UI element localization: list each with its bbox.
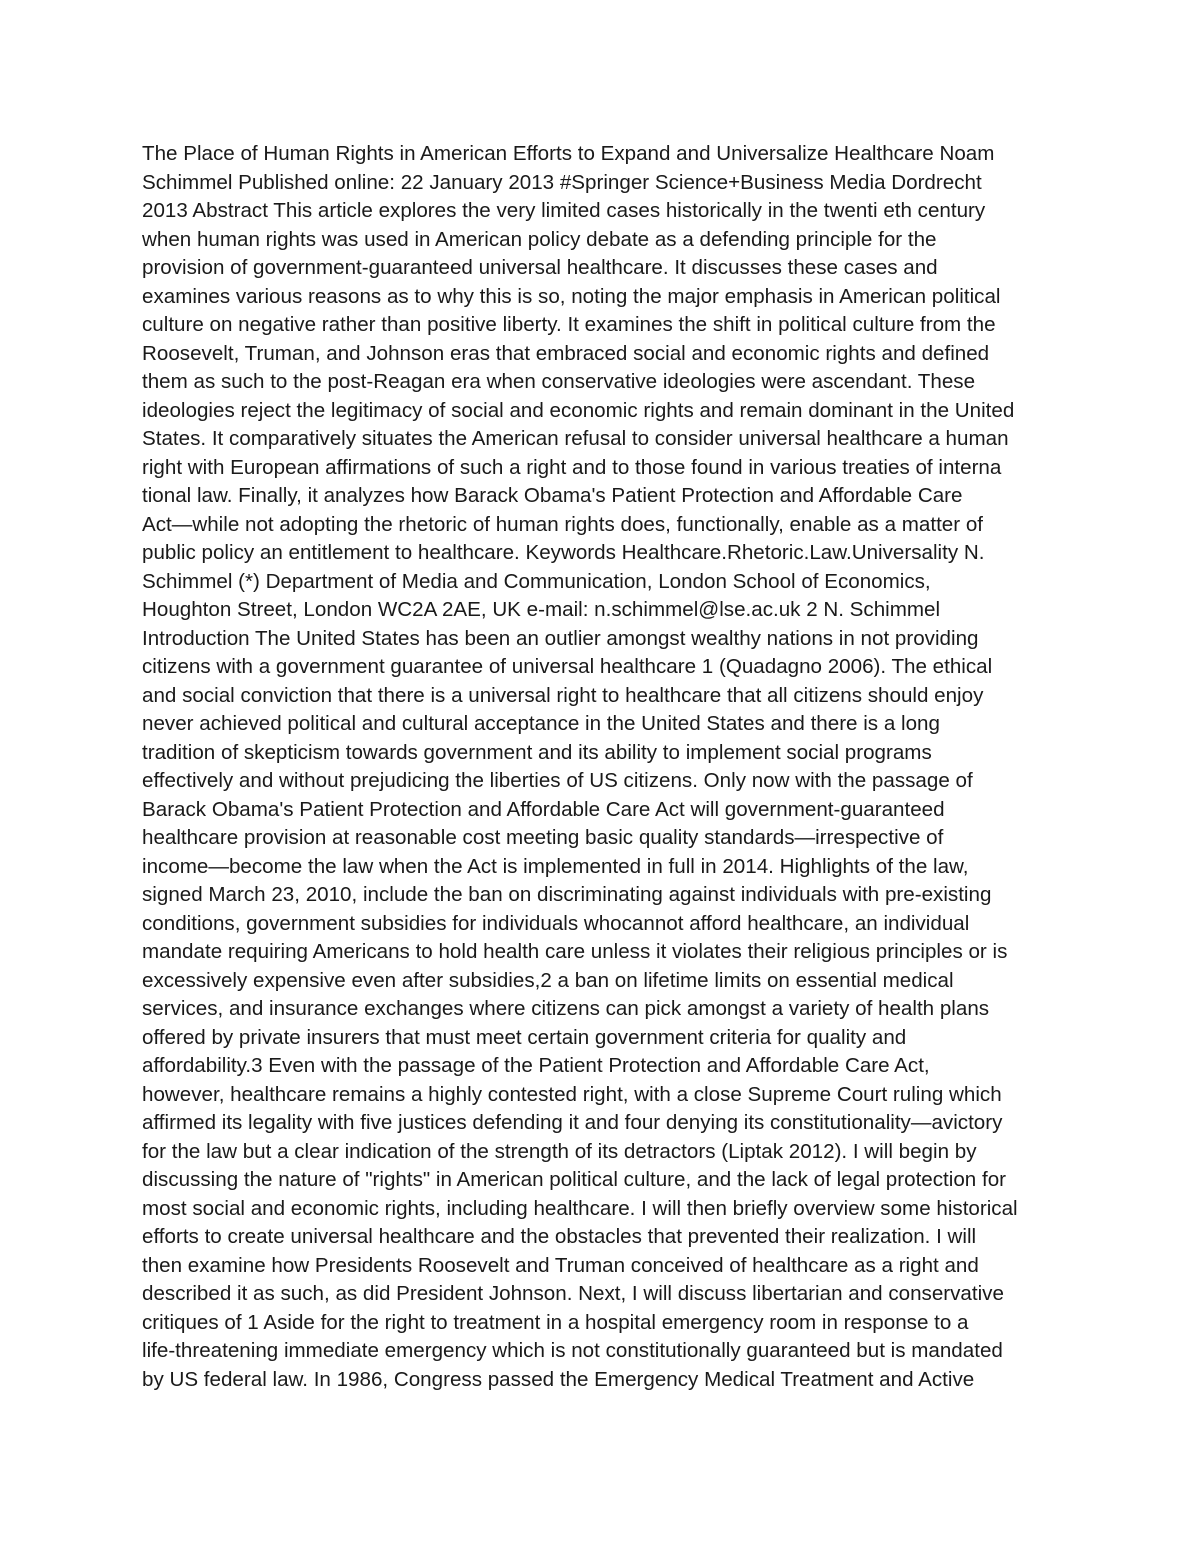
- text-line: affirmed its legality with five justices defending it and four denying its constitutionality—avictory: [142, 1111, 1003, 1134]
- text-line: culture on negative rather than positive liberty. It examines the shift in political culture from the: [142, 313, 996, 336]
- text-line: States. It comparatively situates the American refusal to consider universal healthcare a human: [142, 427, 1009, 450]
- text-line: services, and insurance exchanges where citizens can pick amongst a variety of health plans: [142, 997, 990, 1020]
- text-line: The Place of Human Rights in American Efforts to Expand and Universalize Healthcare Noam: [142, 142, 995, 165]
- text-line: them as such to the post-Reagan era when conservative ideologies were ascendant. These: [142, 370, 976, 393]
- text-line: citizens with a government guarantee of universal healthcare 1 (Quadagno 2006). The ethical: [142, 655, 993, 678]
- text-line: Introduction The United States has been an outlier amongst wealthy nations in not providing: [142, 626, 979, 650]
- text-line: examines various reasons as to why this is so, noting the major emphasis in American political: [142, 284, 1001, 308]
- text-line: efforts to create universal healthcare and the obstacles that prevented their realization. I will: [142, 1225, 977, 1248]
- text-line: discussing the nature of "rights" in American political culture, and the lack of legal protection for: [142, 1168, 1007, 1191]
- text-line: ideologies reject the legitimacy of social and economic rights and remain dominant in the United: [142, 398, 1015, 422]
- text-line: Schimmel (*) Department of Media and Communication, London School of Economics,: [142, 569, 931, 593]
- text-line: never achieved political and cultural acceptance in the United States and there is a long: [142, 712, 940, 735]
- body-text: [142, 140, 1072, 1394]
- text-line: most social and economic rights, including healthcare. I will then briefly overview some historical: [142, 1196, 1018, 1220]
- text-line: however, healthcare remains a highly contested right, with a close Supreme Court ruling which: [142, 1082, 1002, 1106]
- text-line: Roosevelt, Truman, and Johnson eras that embraced social and economic rights and defined: [142, 341, 990, 365]
- text-line: affordability.3 Even with the passage of the Patient Protection and Affordable Care Act,: [142, 1054, 930, 1077]
- text-line: then examine how Presidents Roosevelt and Truman conceived of healthcare as a right and: [142, 1253, 979, 1277]
- text-line: income—become the law when the Act is implemented in full in 2014. Highlights of the law,: [142, 854, 969, 878]
- text-line: mandate requiring Americans to hold health care unless it violates their religious principles or is: [142, 940, 1008, 963]
- text-line: provision of government-guaranteed universal healthcare. It discusses these cases and: [142, 256, 938, 279]
- text-line: Schimmel Published online: 22 January 2013 #Springer Science+Business Media Dordrecht: [142, 170, 982, 194]
- text-line: by US federal law. In 1986, Congress passed the Emergency Medical Treatment and Active: [142, 1367, 975, 1391]
- text-line: when human rights was used in American policy debate as a defending principle for the: [142, 227, 937, 251]
- text-line: Barack Obama's Patient Protection and Affordable Care Act will government-guaranteed: [142, 797, 945, 821]
- text-line: effectively and without prejudicing the liberties of US citizens. Only now with the passage of: [142, 769, 973, 792]
- text-line: tradition of skepticism towards government and its ability to implement social programs: [142, 740, 932, 764]
- text-line: for the law but a clear indication of the strength of its detractors (Liptak 2012). I will begin by: [142, 1139, 977, 1163]
- text-line: and social conviction that there is a universal right to healthcare that all citizens should enjoy: [142, 683, 984, 707]
- text-line: public policy an entitlement to healthcare. Keywords Healthcare.Rhetoric.Law.Universality N.: [142, 541, 985, 564]
- text-line: signed March 23, 2010, include the ban on discriminating against individuals with pre-existing: [142, 883, 992, 906]
- text-line: tional law. Finally, it analyzes how Barack Obama's Patient Protection and Affordable Care: [142, 484, 963, 507]
- text-line: described it as such, as did President Johnson. Next, I will discuss libertarian and conservative: [142, 1282, 1004, 1305]
- text-line: excessively expensive even after subsidies,2 a ban on lifetime limits on essential medical: [142, 968, 954, 992]
- text-line: conditions, government subsidies for individuals whocannot afford healthcare, an individual: [142, 911, 970, 935]
- text-line: healthcare provision at reasonable cost meeting basic quality standards—irrespective of: [142, 826, 944, 849]
- text-line: life-threatening immediate emergency which is not constitutionally guaranteed but is mandated: [142, 1339, 1003, 1362]
- text-line: Houghton Street, London WC2A 2AE, UK e-mail: n.schimmel@lse.ac.uk 2 N. Schimmel: [142, 598, 941, 621]
- text-line: offered by private insurers that must meet certain government criteria for quality and: [142, 1025, 907, 1049]
- text-line: 2013 Abstract This article explores the very limited cases historically in the twenti eth century: [142, 199, 986, 222]
- text-line: right with European affirmations of such a right and to those found in various treaties of interna: [142, 455, 1002, 479]
- text-line: Act—while not adopting the rhetoric of human rights does, functionally, enable as a matter of: [142, 512, 984, 536]
- text-line: critiques of 1 Aside for the right to treatment in a hospital emergency room in response to a: [142, 1310, 969, 1334]
